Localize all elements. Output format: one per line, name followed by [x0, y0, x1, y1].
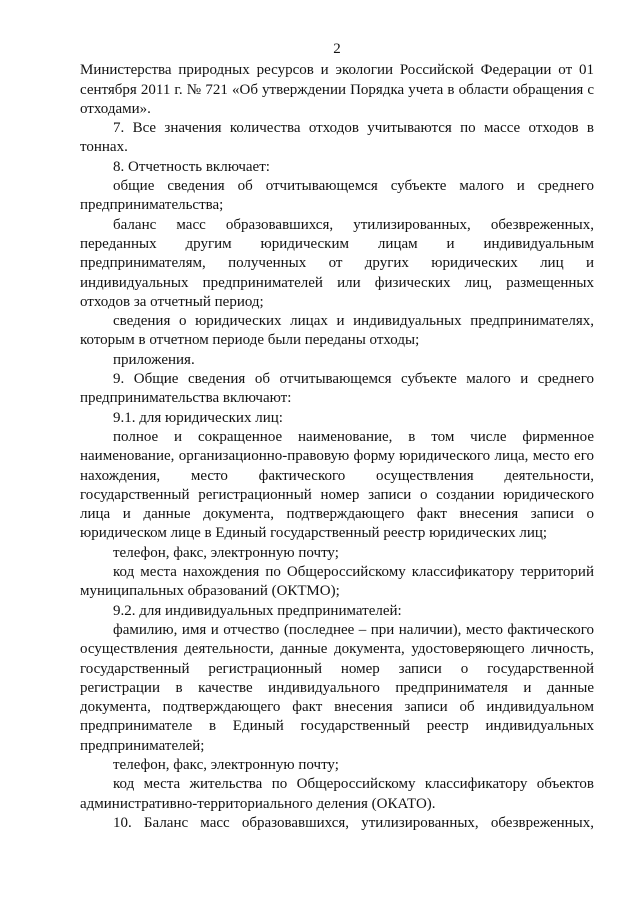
paragraph-item-9-1-names: полное и сокращенное наименование, в том числе фирменное наименование, организационно-правовую форму юридического лица, место его нахождения, место фактического осуществления деятельности, государственный регистрационный номер записи о создании юридического лица и данные документа, подтверждающего факт внесения записи о юридическом лице в Единый государственный реестр юридических лиц;: [80, 428, 594, 542]
paragraph-item-9-1: 9.1. для юридических лиц:: [113, 409, 283, 426]
paragraph-item-9-1-oktmo: код места нахождения по Общероссийскому классификатору территорий муниципальных образований (ОКТМО);: [80, 564, 594, 600]
paragraph-continuation: Министерства природных ресурсов и экологии Российской Федерации от 01 сентября 2011 г. № 721 «Об утверждении Порядка учета в области обращения с отходами».: [80, 62, 594, 117]
paragraph-item-8-general-info: общие сведения об отчитывающемся субъекте малого и среднего предпринимательства;: [80, 178, 594, 214]
page-number: 2: [333, 41, 341, 57]
paragraph-item-8-mass-balance: баланс масс образовавшихся, утилизированных, обезвреженных, переданных другим юридическим лицам и индивидуальным предпринимателям, полученных от других юридических лиц и индивидуальных предпринимателей или физических лиц, размещенных отходов за отчетный период;: [80, 216, 594, 310]
paragraph-item-9: 9. Общие сведения об отчитывающемся субъекте малого и среднего предпринимательства включают:: [80, 371, 594, 407]
paragraph-item-8: 8. Отчетность включает:: [113, 158, 270, 175]
paragraph-item-7: 7. Все значения количества отходов учитываются по массе отходов в тоннах.: [80, 120, 594, 156]
paragraph-item-9-2-names: фамилию, имя и отчество (последнее – при наличии), место фактического осуществления деятельности, данные документа, удостоверяющего личность, государственный регистрационный номер записи о государственной регистрации в качестве индивидуального предпринимателя и данные документа, подтверждающего факт внесения записи об индивидуальном предпринимателе в Единый государственный реестр индивидуальных предпринимателей;: [80, 621, 594, 754]
paragraph-item-9-2: 9.2. для индивидуальных предпринимателей:: [113, 602, 402, 619]
paragraph-item-9-1-contacts: телефон, факс, электронную почту;: [113, 544, 339, 561]
paragraph-item-8-appendices: приложения.: [113, 351, 195, 368]
paragraph-item-10: 10. Баланс масс образовавшихся, утилизированных, обезвреженных,: [113, 814, 594, 831]
paragraph-item-8-recipients: сведения о юридических лицах и индивидуальных предпринимателях, которым в отчетном периоде были переданы отходы;: [80, 313, 594, 349]
document-page: [80, 40, 594, 833]
paragraph-item-9-2-okato: код места жительства по Общероссийскому классификатору объектов административно-территориального деления (ОКАТО).: [80, 776, 594, 812]
paragraph-item-9-2-contacts: телефон, факс, электронную почту;: [113, 756, 339, 773]
